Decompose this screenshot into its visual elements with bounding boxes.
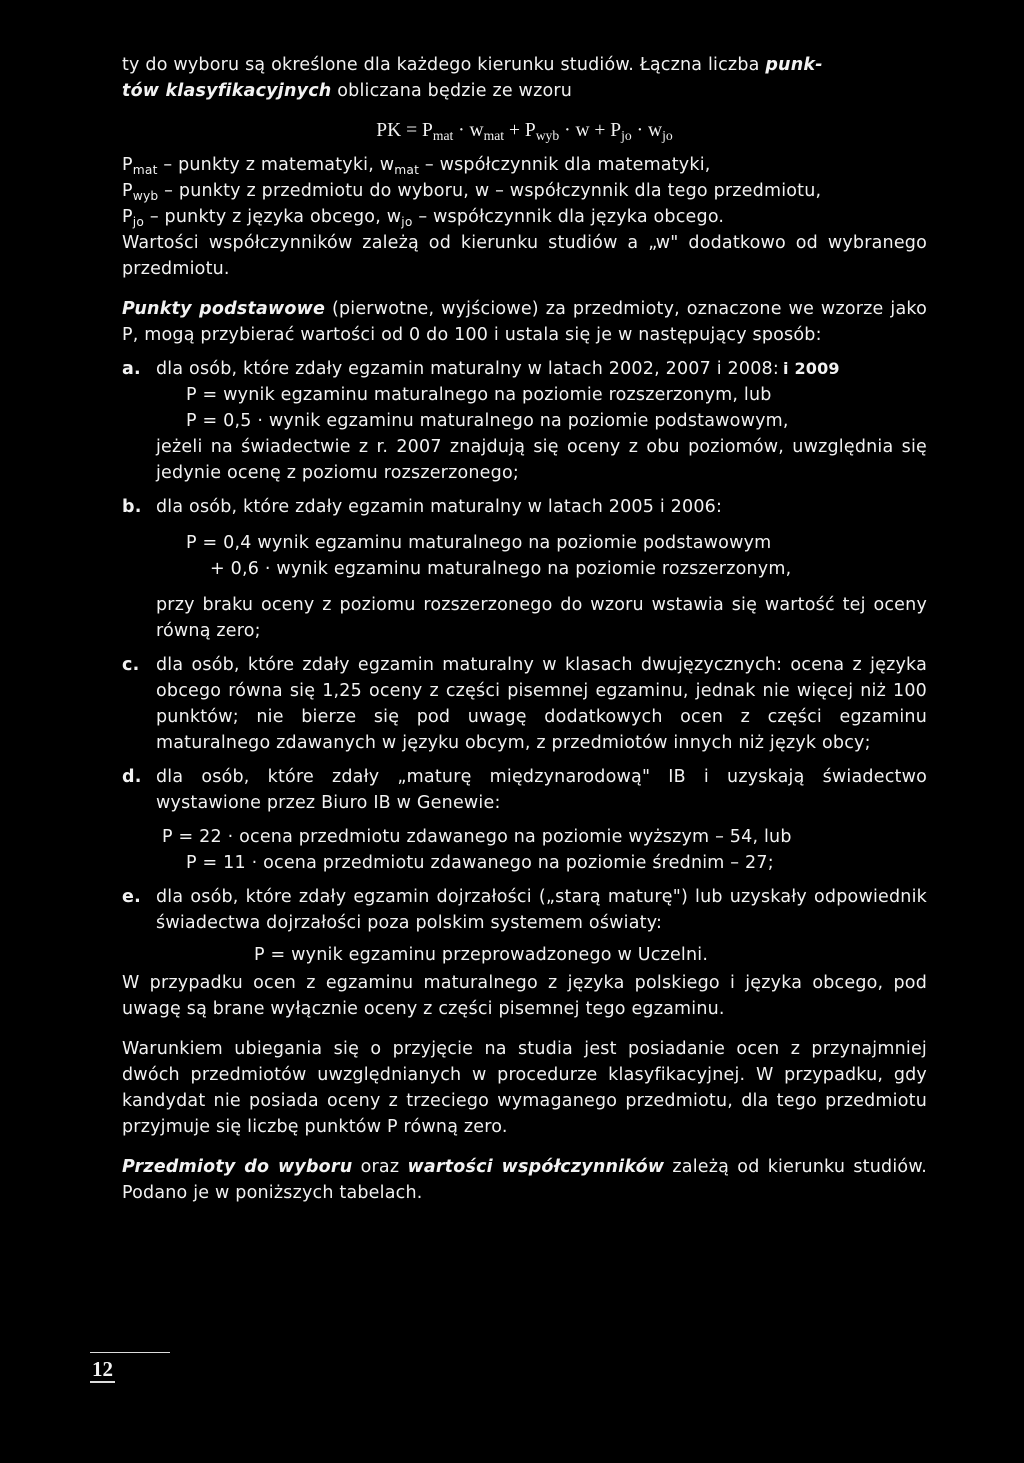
- written-part-note: W przypadku ocen z egzaminu maturalnego z języka polskiego i języka obcego, pod uwagę są brane wyłącznie oceny z części pisemnej tego egzaminu.: [122, 973, 927, 1019]
- pk-formula: PK = $P_{mat} \cdot w_{mat} + P_{wyb} \cdot w + P_{jo} \cdot w_{jo}$: [376, 120, 673, 143]
- formula-line: P = 22 · ocena przedmiotu zdawanego na poziomie wyższym – 54, lub: [162, 827, 792, 847]
- handwritten-note: i 2009: [782, 359, 840, 378]
- intro-text: ty do wyboru są określone dla każdego kierunku studiów. Łączna liczba: [122, 55, 766, 75]
- definition-pmat: $P_{mat}$ – punkty z matematyki, $w_{mat}$ – współczynnik dla matematyki,: [122, 155, 711, 177]
- intro-text-2: obliczana będzie ze wzoru: [331, 81, 573, 101]
- formula-line: P = 0,4 wynik egzaminu maturalnego na poziomie podstawowym: [186, 533, 772, 553]
- list-item-e: e. dla osób, które zdały egzamin dojrzałości („starą maturę") lub uzyskały odpowiednik świadectwa dojrzałości poza polskim systemem oświaty: P = wynik egzaminu przeprowadzonego w Uczelni.: [122, 884, 927, 968]
- list-item-a: a. dla osób, które zdały egzamin maturalny w latach 2002, 2007 i 2008: i 2009 P = wynik egzaminu maturalnego na poziomie rozszerzonym, lub P = 0,5 · wynik egzaminu maturalnego na poziomie podstawowym, jeżeli na świadectwie z r. 2007 znajdują się oceny z obu poziomów, uwzględnia się jedynie ocenę z poziomu rozszerzonego;: [122, 356, 927, 486]
- final-paragraph: Przedmioty do wyboru oraz wartości współczynników zależą od kierunku studiów. Podano je w poniższych tabelach.: [122, 1157, 927, 1203]
- page-number: 12: [90, 1352, 170, 1382]
- formula-line: P = 0,5 · wynik egzaminu maturalnego na poziomie podstawowym,: [186, 411, 789, 431]
- intro-bold-2: tów klasyfikacyjnych: [122, 81, 332, 101]
- condition-paragraph: Warunkiem ubiegania się o przyjęcie na studia jest posiadanie ocen z przynajmniej dwóch przedmiotów uwzględnianych w procedurze klasyfikacyjnej. W przypadku, gdy kandydat nie posiada oceny z trzeciego wymaganego przedmiotu, dla tego przedmiotu przyjmuje się liczbę punktów P równą zero.: [122, 1039, 927, 1137]
- item-label: c.: [122, 655, 140, 675]
- formula-line: P = wynik egzaminu przeprowadzonego w Uczelni.: [254, 945, 709, 965]
- list-item-d: d. dla osób, które zdały „maturę międzynarodową" IB i uzyskają świadectwo wystawione przez Biuro IB w Genewie: P = 22 · ocena przedmiotu zdawanego na poziomie wyższym – 54, lub P = 11 · ocena przedmiotu zdawanego na poziomie średnim – 27;: [122, 764, 927, 876]
- item-label: d.: [122, 767, 142, 787]
- item-label: e.: [122, 887, 141, 907]
- list-item-c: c. dla osób, które zdały egzamin maturalny w klasach dwujęzycznych: ocena z języka obcego równa się 1,25 oceny z części pisemnej egzaminu, jednak nie więcej niż 100 punktów; nie bierze się pod uwagę dodatkowych ocen z części egzaminu maturalnego zdawanych w języku obcym, z przedmiotów innych niż język obcy;: [122, 652, 927, 756]
- definition-pjo: $P_{jo}$ – punkty z języka obcego, $w_{jo}$ – współczynnik dla języka obcego.: [122, 207, 725, 229]
- document-page: [122, 52, 927, 1206]
- values-note: Wartości współczynników zależą od kierunku studiów a „w" dodatkowo od wybranego przedmiotu.: [122, 233, 927, 279]
- list-item-b: b. dla osób, które zdały egzamin maturalny w latach 2005 i 2006: P = 0,4 wynik egzaminu maturalnego na poziomie podstawowym + 0,6 · wynik egzaminu maturalnego na poziomie rozszerzonym, przy braku oceny z poziomu rozszerzonego do wzoru wstawia się wartość tej oceny równą zero;: [122, 494, 927, 644]
- item-label: a.: [122, 359, 141, 379]
- formula-line: P = wynik egzaminu maturalnego na poziomie rozszerzonym, lub: [186, 385, 772, 405]
- item-label: b.: [122, 497, 142, 517]
- formula-line: P = 11 · ocena przedmiotu zdawanego na poziomie średnim – 27;: [186, 853, 774, 873]
- basic-points-paragraph: Punkty podstawowe (pierwotne, wyjściowe) za przedmioty, oznaczone we wzorze jako P, mogą przybierać wartości od 0 do 100 i ustala się je w następujący sposób:: [122, 299, 927, 345]
- intro-paragraph: [122, 52, 927, 104]
- intro-bold-1: punk-: [765, 55, 823, 75]
- formula-line: + 0,6 · wynik egzaminu maturalnego na poziomie rozszerzonym,: [210, 559, 792, 579]
- definition-pwyb: $P_{wyb}$ – punkty z przedmiotu do wyboru, w – współczynnik dla tego przedmiotu,: [122, 181, 822, 203]
